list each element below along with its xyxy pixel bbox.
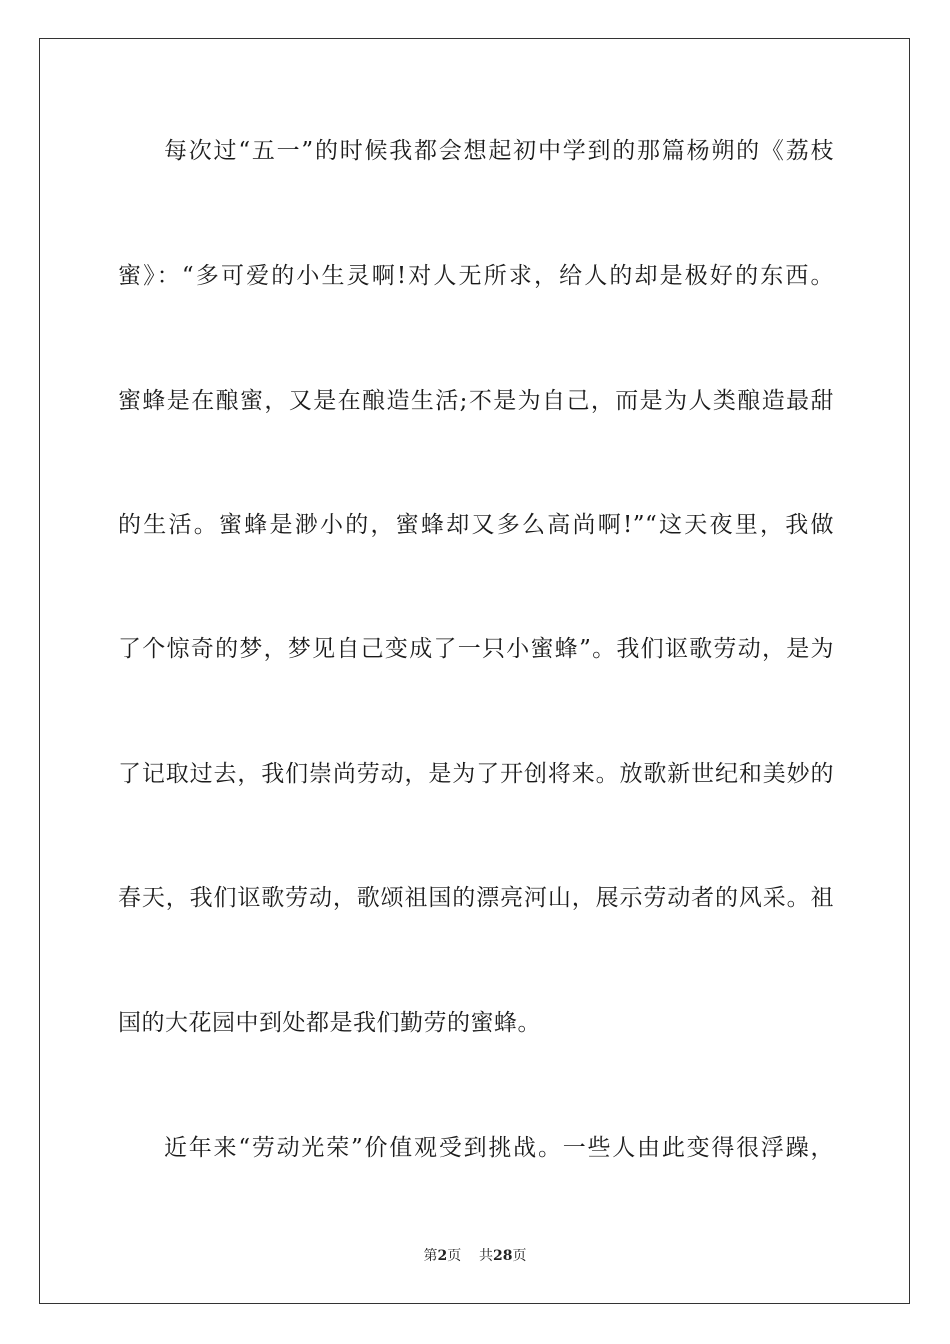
paragraph-1-line-6: 了记取过去，我们崇尚劳动，是为了开创将来。放歌新世纪和美妙的 (118, 761, 834, 787)
paragraph-1-line-8: 国的大花园中到处都是我们勤劳的蜜蜂。 (118, 1010, 541, 1036)
footer-total-prefix: 共 (479, 1248, 494, 1264)
paragraph-1-line-5: 了个惊奇的梦，梦见自己变成了一只小蜜蜂”。我们讴歌劳动，是为 (118, 636, 834, 662)
footer-total-suffix: 页 (512, 1248, 527, 1264)
footer-total-pages: 28 (493, 1248, 513, 1264)
page-border (39, 38, 910, 1304)
paragraph-1-line-7: 春天，我们讴歌劳动，歌颂祖国的漂亮河山，展示劳动者的风采。祖 (118, 885, 834, 911)
footer-page-suffix: 页 (447, 1248, 462, 1264)
paragraph-2-line-1: 近年来“劳动光荣”价值观受到挑战。一些人由此变得很浮躁， (164, 1135, 834, 1161)
paragraph-1-line-1: 每次过“五一”的时候我都会想起初中学到的那篇杨朔的《荔枝 (164, 138, 834, 164)
page-footer (0, 1247, 950, 1265)
footer-page-number: 2 (437, 1248, 448, 1264)
paragraph-1-line-4: 的生活。蜜蜂是渺小的，蜜蜂却又多么高尚啊!”“这天夜里，我做 (118, 512, 834, 538)
footer-page-prefix: 第 (423, 1248, 438, 1264)
paragraph-1-line-3: 蜜蜂是在酿蜜，又是在酿造生活;不是为自己，而是为人类酿造最甜 (118, 388, 834, 414)
paragraph-1-line-2: 蜜》：“多可爱的小生灵啊!对人无所求，给人的却是极好的东西。 (118, 263, 834, 289)
